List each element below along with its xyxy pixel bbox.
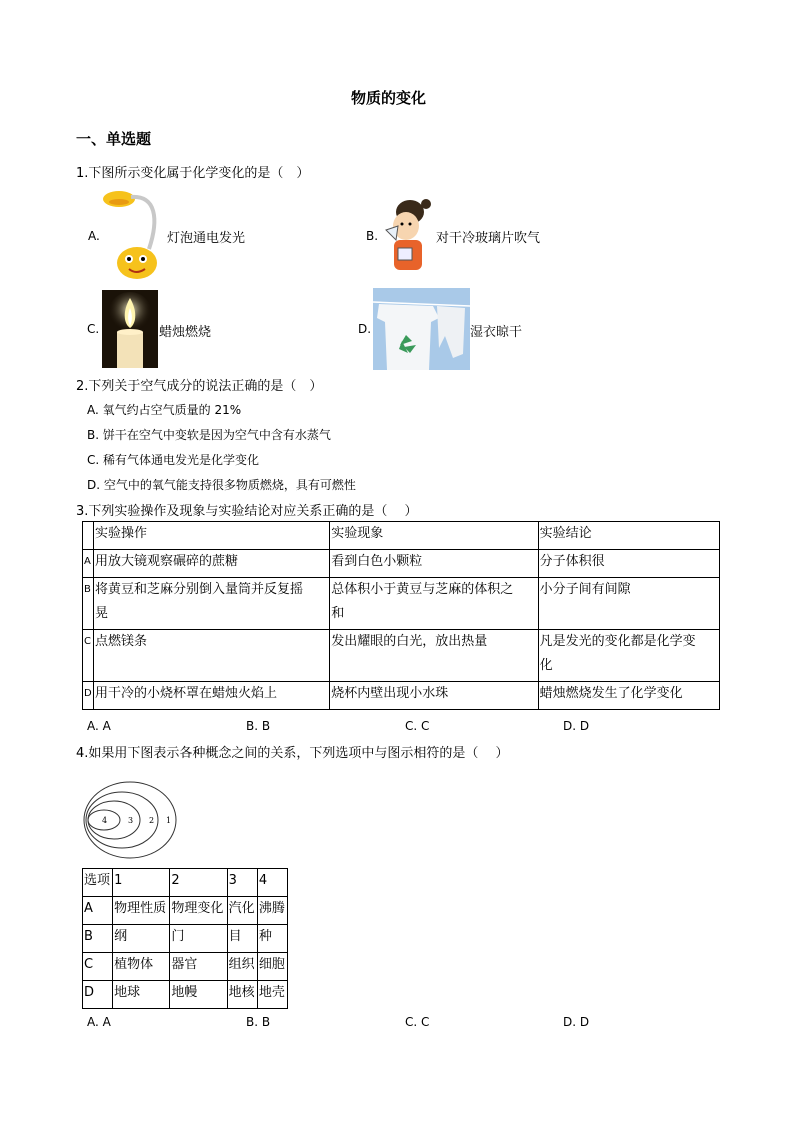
table-cell: 目 bbox=[227, 925, 257, 953]
table-header-row bbox=[83, 522, 720, 550]
table-cell: 种 bbox=[257, 925, 287, 953]
q1-option-b-letter: B. bbox=[366, 229, 379, 243]
table-cell bbox=[330, 682, 538, 710]
table-cell bbox=[330, 630, 538, 682]
q3-table bbox=[82, 521, 720, 710]
table-header: 选项 bbox=[83, 869, 113, 897]
table-cell: C bbox=[83, 953, 113, 981]
q1-option-a-letter: A. bbox=[88, 229, 100, 243]
table-cell: 器官 bbox=[170, 953, 227, 981]
q4-table bbox=[82, 868, 288, 1009]
diagram-label-2: 2 bbox=[149, 816, 155, 825]
q1-option-b-text: 对干冷玻璃片吹气 bbox=[436, 231, 541, 246]
table-header: 1 bbox=[113, 869, 170, 897]
table-row bbox=[83, 925, 288, 953]
cell-line: 蜡烛燃烧发生了化学变化 bbox=[539, 686, 683, 701]
cell-line: 晃 bbox=[94, 606, 108, 621]
q1-option-d-letter: D. bbox=[358, 322, 372, 336]
table-cell bbox=[330, 550, 538, 578]
section-heading: 一、单选题 bbox=[76, 130, 152, 148]
table-row bbox=[83, 630, 720, 682]
nested-ellipses-diagram bbox=[82, 778, 182, 862]
table-cell: 纲 bbox=[113, 925, 170, 953]
q2-option-b: B. 饼干在空气中变软是因为空气中含有水蒸气 bbox=[87, 428, 331, 442]
table-cell bbox=[538, 630, 719, 682]
candle-icon bbox=[102, 290, 158, 368]
cell-line: 和 bbox=[331, 606, 345, 621]
diagram-label-1: 1 bbox=[166, 816, 172, 825]
q3-answer-a: A. A bbox=[87, 719, 111, 733]
table-row bbox=[83, 550, 720, 578]
table-cell bbox=[93, 550, 329, 578]
table-header: 实验操作 bbox=[93, 522, 329, 550]
row-key: B bbox=[83, 578, 94, 630]
table-cell bbox=[538, 550, 719, 578]
table-header: 4 bbox=[257, 869, 287, 897]
diagram-label-4: 4 bbox=[102, 816, 108, 825]
table-header: 3 bbox=[227, 869, 257, 897]
question-3-stem: 3.下列实验操作及现象与实验结论对应关系正确的是（ ） bbox=[76, 504, 418, 519]
cell-line: 用放大镜观察碾碎的蔗糖 bbox=[94, 554, 238, 569]
row-key: C bbox=[83, 630, 94, 682]
table-cell: 地壳 bbox=[257, 981, 287, 1009]
q4-answer-c: C. C bbox=[405, 1015, 430, 1029]
q1-option-d-text: 湿衣晾干 bbox=[470, 325, 523, 340]
table-cell: D bbox=[83, 981, 113, 1009]
cell-line: 总体积小于黄豆与芝麻的体积之 bbox=[331, 582, 514, 597]
table-cell bbox=[93, 682, 329, 710]
table-cell: 物理变化 bbox=[170, 897, 227, 925]
table-cell: B bbox=[83, 925, 113, 953]
cell-line: 化 bbox=[539, 658, 553, 673]
table-cell bbox=[330, 578, 538, 630]
table-cell: A bbox=[83, 897, 113, 925]
question-2-stem: 2.下列关于空气成分的说法正确的是（ ） bbox=[76, 379, 323, 394]
cell-line: 看到白色小颗粒 bbox=[331, 554, 423, 569]
q3-answer-d: D. D bbox=[563, 719, 590, 733]
q3-answer-c: C. C bbox=[405, 719, 430, 733]
table-cell: 组织 bbox=[227, 953, 257, 981]
table-row bbox=[83, 897, 288, 925]
table-cell: 物理性质 bbox=[113, 897, 170, 925]
table-header-row bbox=[83, 869, 288, 897]
desk-lamp-icon bbox=[101, 189, 161, 281]
question-4-stem: 4.如果用下图表示各种概念之间的关系，下列选项中与图示相符的是（ ） bbox=[76, 746, 509, 761]
table-row bbox=[83, 981, 288, 1009]
table-cell: 植物体 bbox=[113, 953, 170, 981]
q1-option-c-letter: C. bbox=[87, 322, 100, 336]
row-key: D bbox=[83, 682, 94, 710]
cell-line: 将黄豆和芝麻分别倒入量筒并反复摇 bbox=[94, 582, 303, 597]
table-row bbox=[83, 953, 288, 981]
table-cell: 地球 bbox=[113, 981, 170, 1009]
diagram-label-3: 3 bbox=[128, 816, 134, 825]
table-cell bbox=[93, 578, 329, 630]
table-cell bbox=[538, 682, 719, 710]
table-cell bbox=[83, 522, 94, 550]
table-cell: 沸腾 bbox=[257, 897, 287, 925]
table-cell: 地核 bbox=[227, 981, 257, 1009]
table-cell: 细胞 bbox=[257, 953, 287, 981]
table-cell bbox=[538, 578, 719, 630]
q1-option-a-text: 灯泡通电发光 bbox=[167, 231, 246, 246]
table-cell: 汽化 bbox=[227, 897, 257, 925]
ellipse-2 bbox=[86, 792, 158, 848]
table-cell bbox=[93, 630, 329, 682]
q2-option-a: A. 氧气约占空气质量的 21% bbox=[87, 403, 242, 417]
table-row bbox=[83, 682, 720, 710]
row-key: A bbox=[83, 550, 94, 578]
table-header: 2 bbox=[170, 869, 227, 897]
q4-answer-d: D. D bbox=[563, 1015, 590, 1029]
cell-line: 烧杯内壁出现小水珠 bbox=[331, 686, 449, 701]
table-cell: 地幔 bbox=[170, 981, 227, 1009]
table-row bbox=[83, 578, 720, 630]
girl-blowing-glass-icon bbox=[382, 196, 432, 276]
page-title: 物质的变化 bbox=[351, 89, 427, 107]
hanging-clothes-icon bbox=[373, 288, 470, 370]
cell-line: 分子体积很 bbox=[539, 554, 605, 569]
cell-line: 用干冷的小烧杯罩在蜡烛火焰上 bbox=[94, 686, 277, 701]
q4-answer-a: A. A bbox=[87, 1015, 111, 1029]
q2-option-d: D. 空气中的氧气能支持很多物质燃烧，具有可燃性 bbox=[87, 478, 356, 492]
q2-option-c: C. 稀有气体通电发光是化学变化 bbox=[87, 453, 260, 467]
q3-answer-b: B. B bbox=[246, 719, 271, 733]
cell-line: 凡是发光的变化都是化学变 bbox=[539, 634, 696, 649]
table-cell: 门 bbox=[170, 925, 227, 953]
table-header: 实验现象 bbox=[330, 522, 538, 550]
question-1-stem: 1.下图所示变化属于化学变化的是（ ） bbox=[76, 166, 310, 181]
q1-option-c-text: 蜡烛燃烧 bbox=[159, 325, 212, 340]
cell-line: 发出耀眼的白光，放出热量 bbox=[331, 634, 488, 649]
q4-answer-b: B. B bbox=[246, 1015, 271, 1029]
cell-line: 小分子间有间隙 bbox=[539, 582, 631, 597]
table-header: 实验结论 bbox=[538, 522, 719, 550]
cell-line: 点燃镁条 bbox=[94, 634, 147, 649]
